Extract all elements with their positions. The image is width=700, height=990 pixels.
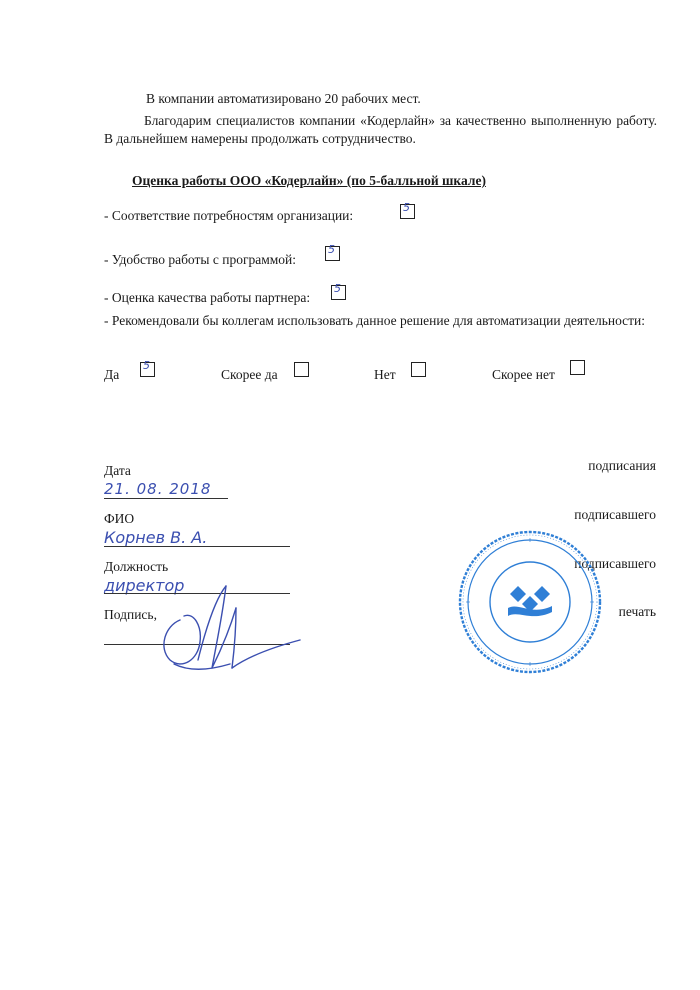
option-label: Скорее да [221,367,278,382]
company-stamp [456,528,604,676]
intro-paragraph-2: Благодарим специалистов компании «Кодерлайн» за качественно выполненную работу. В дальнейшем намерены продолжать сотрудничество. [104,113,657,146]
fio-right-label: подписавшего [574,507,656,522]
option-checkbox[interactable] [411,362,426,377]
rating-item-box[interactable] [325,243,340,261]
rating-item-label: - Оценка качества работы партнера: [104,290,311,305]
date-right-label: подписания [588,458,656,473]
sign-label: Подпись, [104,607,157,622]
position-label: Должность [104,559,169,574]
rating-heading: Оценка работы ООО «Кодерлайн» (по 5-балльной шкале) [132,173,486,188]
option-label: Нет [374,367,396,382]
option-label: Скорее нет [492,367,555,382]
date-handwritten: 21. 08. 2018 [104,480,212,498]
intro-line-1: В компании автоматизировано 20 рабочих мест. [146,91,421,106]
option-checkbox[interactable] [140,359,155,377]
fio-handwritten: Корнев В. А. [104,528,208,547]
option-checkbox[interactable] [570,360,585,375]
handwritten-mark: 5 [328,243,335,256]
option-checkbox[interactable] [294,362,309,377]
position-right-label: подписавшего [574,556,656,571]
fio-underline [104,546,290,547]
date-underline [104,498,228,499]
rating-item-box[interactable] [331,282,346,300]
rating-item-label: - Удобство работы с программой: [104,252,297,267]
sign-right-label: печать [618,604,656,619]
recommend-question: - Рекомендовали бы коллегам использовать данное решение для автоматизации деятельности: [104,313,646,328]
date-label: Дата [104,463,131,478]
position-handwritten: директор [104,576,185,595]
handwritten-mark: 5 [143,359,150,372]
handwritten-mark: 5 [403,201,410,214]
rating-item-label: - Соответствие потребностям организации: [104,208,354,223]
fio-label: ФИО [104,511,135,526]
handwritten-signature [150,568,350,678]
handwritten-mark: 5 [334,282,341,295]
rating-item-box[interactable] [400,201,415,219]
option-label: Да [104,367,120,382]
